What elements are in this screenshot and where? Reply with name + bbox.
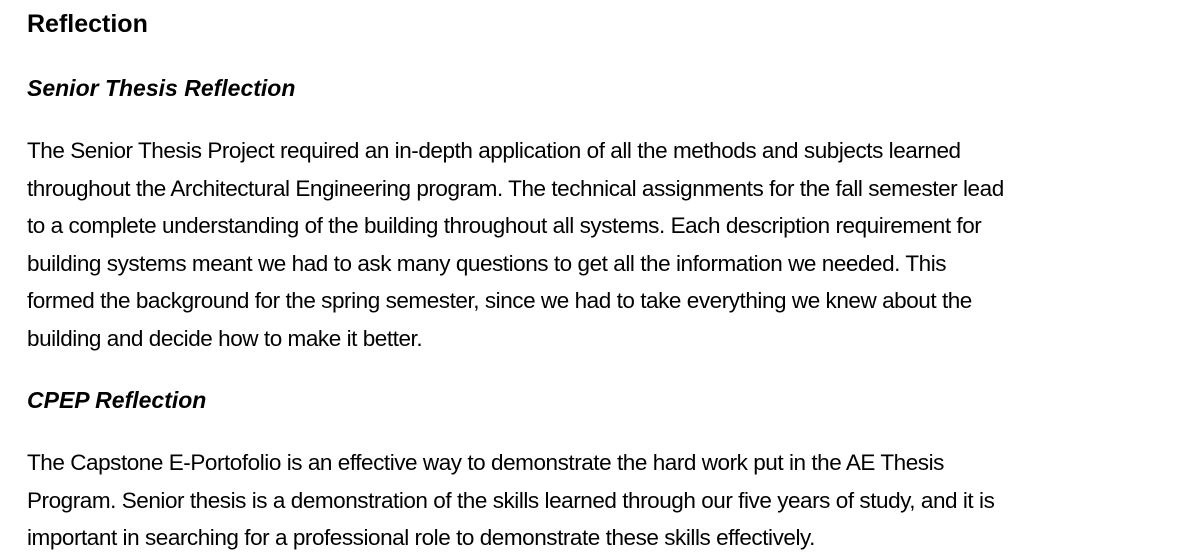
document-title: Reflection: [27, 10, 148, 38]
paragraph-line: formed the background for the spring semester, since we had to take everything we knew about the: [27, 288, 972, 314]
cpep-paragraph: [27, 444, 1192, 557]
section-heading-senior-thesis: Senior Thesis Reflection: [27, 75, 296, 101]
paragraph-line: Program. Senior thesis is a demonstration of the skills learned through our five years of study, and it is: [27, 487, 995, 513]
paragraph-line: building systems meant we had to ask many questions to get all the information we needed. This: [27, 250, 947, 276]
paragraph-line: to a complete understanding of the building throughout all systems. Each description requirement for: [27, 213, 982, 239]
paragraph-line: important in searching for a professional role to demonstrate these skills effectively.: [27, 525, 815, 551]
paragraph-line: The Capstone E-Portofolio is an effective way to demonstrate the hard work put in the AE Thesis: [27, 450, 944, 475]
paragraph-line: throughout the Architectural Engineering program. The technical assignments for the fall semester lead: [27, 175, 1004, 201]
section-heading-cpep: CPEP Reflection: [27, 387, 207, 413]
paragraph-line: building and decide how to make it better.: [27, 325, 423, 351]
senior-thesis-paragraph: [27, 132, 1192, 358]
paragraph-line: The Senior Thesis Project required an in-depth application of all the methods and subjects learned: [27, 138, 961, 163]
